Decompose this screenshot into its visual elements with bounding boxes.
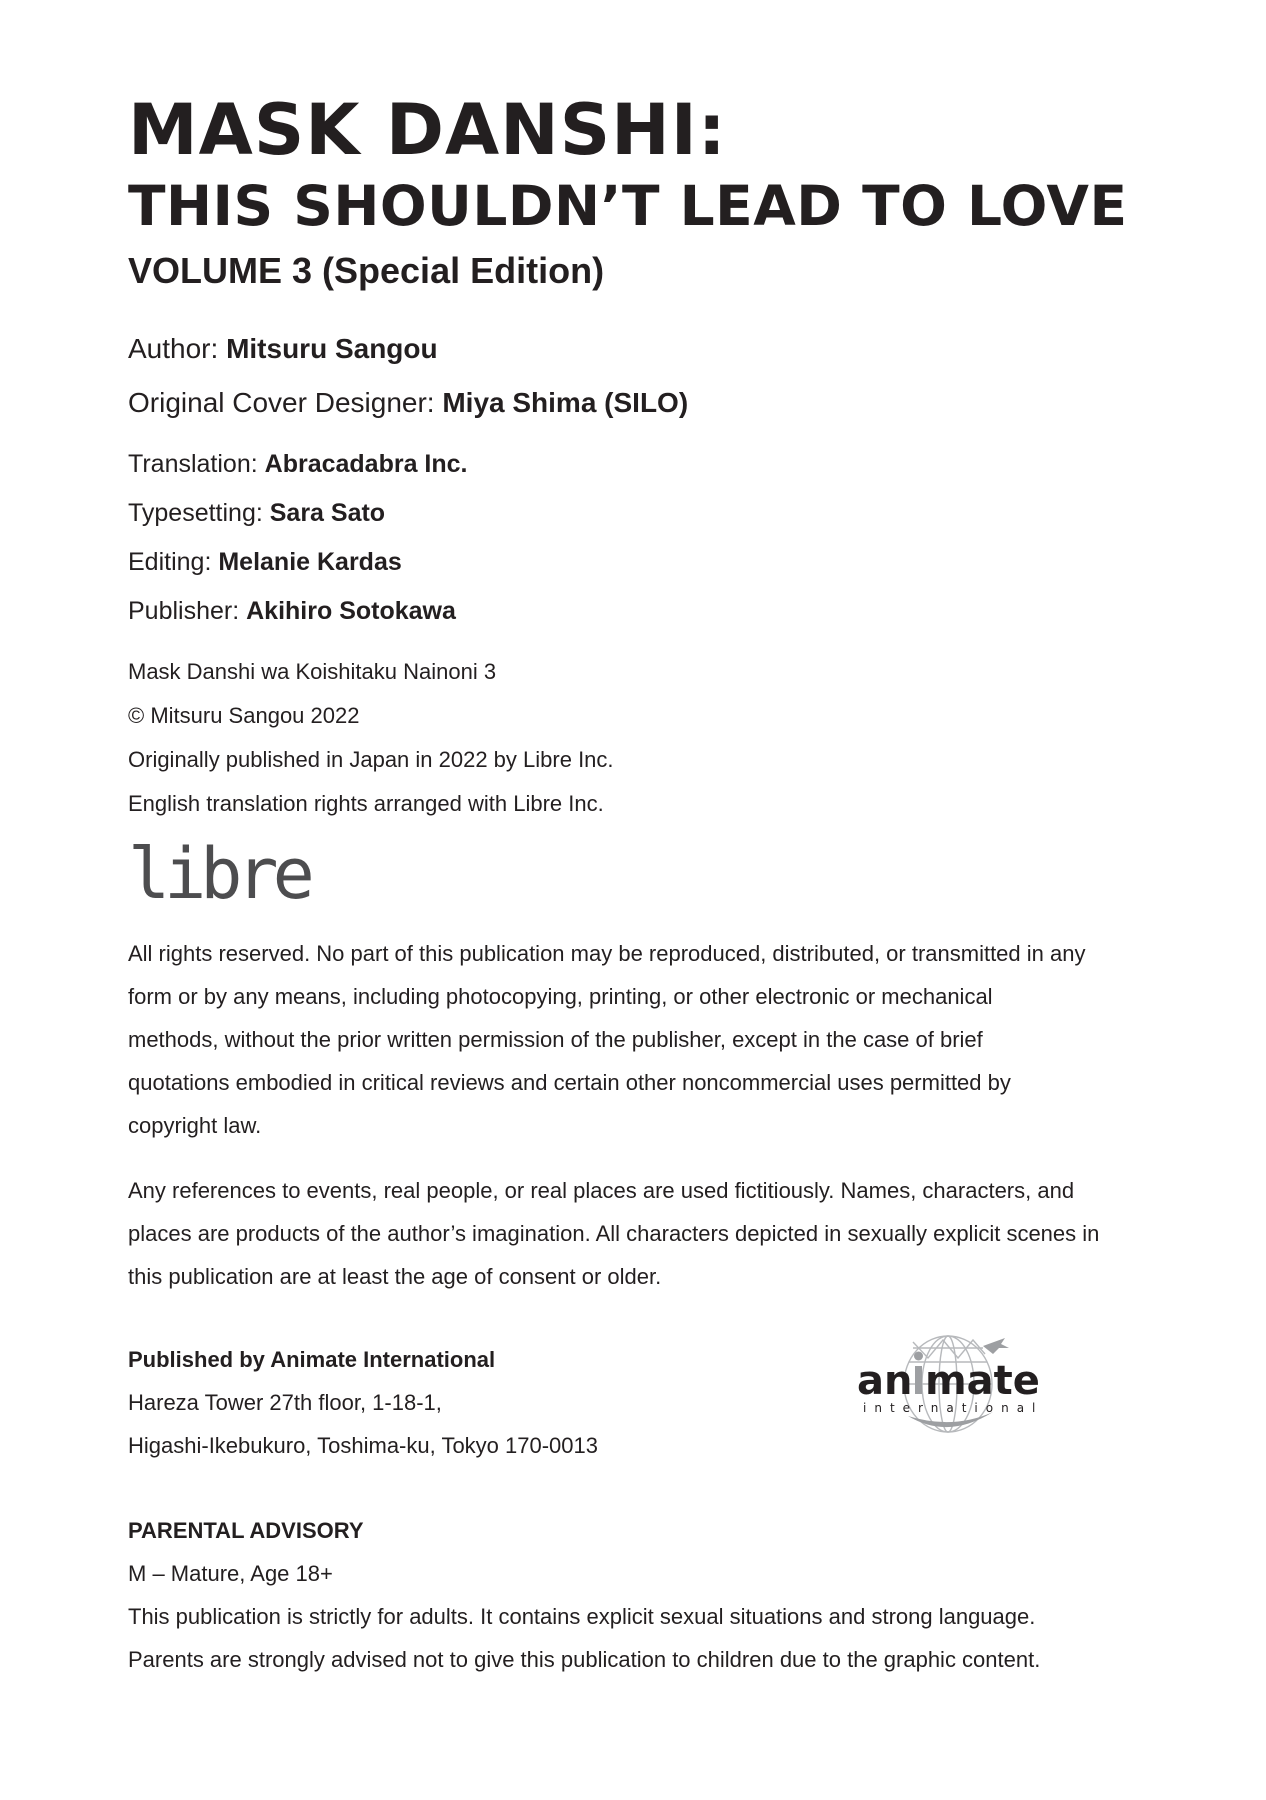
- copyright-page: [128, 90, 1158, 1681]
- rights-line: All rights reserved. No part of this publication may be reproduced, distributed, or transmitted in any: [128, 941, 1086, 966]
- rights-line: form or by any means, including photocopying, printing, or other electronic or mechanical: [128, 984, 993, 1009]
- animate-logo-i-stem: [915, 1366, 922, 1394]
- rights-paragraph: [128, 932, 1158, 1147]
- publisher-block: [128, 1338, 1158, 1467]
- rights-line: copyright law.: [128, 1113, 262, 1138]
- parental-advisory: [128, 1509, 1158, 1681]
- libre-logo: [128, 838, 328, 910]
- libre-logo-text: libre: [128, 838, 309, 910]
- advisory-line-2: Parents are strongly advised not to give this publication to children due to the graphic content.: [128, 1647, 1041, 1672]
- fiction-paragraph: [128, 1169, 1158, 1298]
- animate-logo-text-2: mate: [925, 1358, 1040, 1404]
- copyright-block: [128, 650, 1158, 826]
- credit-label: Author:: [128, 333, 227, 364]
- credit-typesetting: [128, 489, 1158, 538]
- credit-label: Original Cover Designer:: [128, 387, 443, 418]
- advisory-heading: PARENTAL ADVISORY: [128, 1518, 364, 1543]
- rights-line: quotations embodied in critical reviews and certain other noncommercial uses permitted by: [128, 1070, 1011, 1095]
- credit-label: Publisher:: [128, 597, 247, 625]
- volume-title: VOLUME 3 (Special Edition): [128, 250, 605, 291]
- credit-cover-designer: [128, 376, 1158, 430]
- translation-rights: English translation rights arranged with Libre Inc.: [128, 791, 604, 816]
- animate-logo-subtext: international: [863, 1401, 1043, 1415]
- credit-translation: [128, 440, 1158, 489]
- credit-value: Miya Shima (SILO): [442, 387, 689, 418]
- publisher-heading: Published by Animate International: [128, 1347, 496, 1372]
- original-title: Mask Danshi wa Koishitaku Nainoni 3: [128, 659, 497, 684]
- publisher-address-2: Higashi-Ikebukuro, Toshima-ku, Tokyo 170-0013: [128, 1433, 599, 1458]
- publisher-address-1: Hareza Tower 27th floor, 1-18-1,: [128, 1390, 442, 1415]
- secondary-credits: [128, 440, 1158, 636]
- title-line-2: THIS SHOULDN’T LEAD TO LOVE: [128, 174, 1128, 238]
- fiction-line: places are products of the author’s imagination. All characters depicted in sexually explicit scenes in: [128, 1221, 1100, 1246]
- animate-logo-text-1: an: [857, 1358, 913, 1404]
- animate-international-logo: [853, 1332, 1043, 1444]
- copyright-notice: © Mitsuru Sangou 2022: [128, 703, 360, 728]
- credit-value: Abracadabra Inc.: [264, 450, 468, 478]
- primary-credits: [128, 322, 1158, 430]
- plane-icon: [983, 1338, 1009, 1354]
- credit-label: Translation:: [128, 450, 265, 478]
- credit-editing: [128, 538, 1158, 587]
- credit-label: Editing:: [128, 548, 219, 576]
- original-publication: Originally published in Japan in 2022 by Libre Inc.: [128, 747, 614, 772]
- advisory-rating: M – Mature, Age 18+: [128, 1561, 333, 1586]
- fiction-line: Any references to events, real people, or real places are used fictitiously. Names, characters, and: [128, 1178, 1075, 1203]
- advisory-line-1: This publication is strictly for adults. It contains explicit sexual situations and strong language.: [128, 1604, 1036, 1629]
- credit-author: [128, 322, 1158, 376]
- fiction-line: this publication are at least the age of consent or older.: [128, 1264, 662, 1289]
- credit-label: Typesetting:: [128, 499, 270, 527]
- credit-value: Mitsuru Sangou: [226, 333, 438, 364]
- credit-publisher: [128, 587, 1158, 636]
- title-line-1: MASK DANSHI:: [128, 89, 727, 171]
- animate-logo-i-dot: [914, 1352, 923, 1361]
- credit-value: Akihiro Sotokawa: [246, 597, 456, 625]
- credit-value: Melanie Kardas: [218, 548, 402, 576]
- rights-line: methods, without the prior written permission of the publisher, except in the case of brief: [128, 1027, 983, 1052]
- credit-value: Sara Sato: [269, 499, 386, 527]
